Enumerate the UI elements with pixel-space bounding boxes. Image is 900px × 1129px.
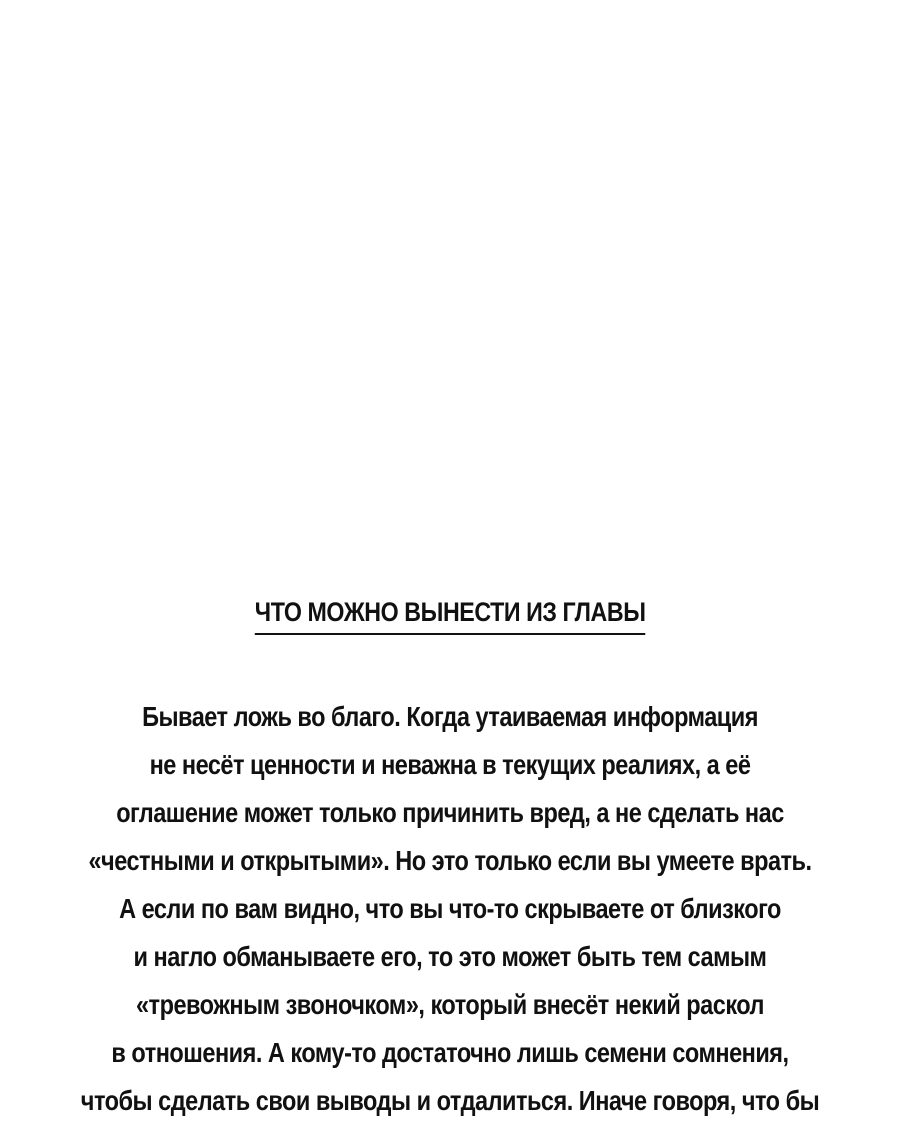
paragraph-line: и нагло обманываете его, то это может быть тем самым [133,941,767,972]
takeaway-paragraph [0,697,900,1129]
paragraph-line: А если по вам видно, что вы что-то скрываете от близкого [119,893,781,924]
paragraph-line: «честными и открытыми». Но это только если вы умеете врать. [88,845,812,876]
chapter-takeaway-heading: ЧТО МОЖНО ВЫНЕСТИ ИЗ ГЛАВЫ [255,597,646,635]
paragraph-line: оглашение может только причинить вред, а не сделать нас [116,797,784,828]
paragraph-line: в отношения. А кому-то достаточно лишь семени сомнения, [111,1037,789,1068]
heading-container [0,597,900,635]
paragraph-line: «тревожным звоночком», который внесёт некий раскол [135,989,765,1020]
paragraph-line: чтобы сделать свои выводы и отдалиться. Иначе говоря, что бы [80,1085,820,1116]
paragraph-line: не несёт ценности и неважна в текущих реалиях, а её [149,749,751,780]
paragraph-line: Бывает ложь во благо. Когда утаиваемая информация [142,701,758,732]
